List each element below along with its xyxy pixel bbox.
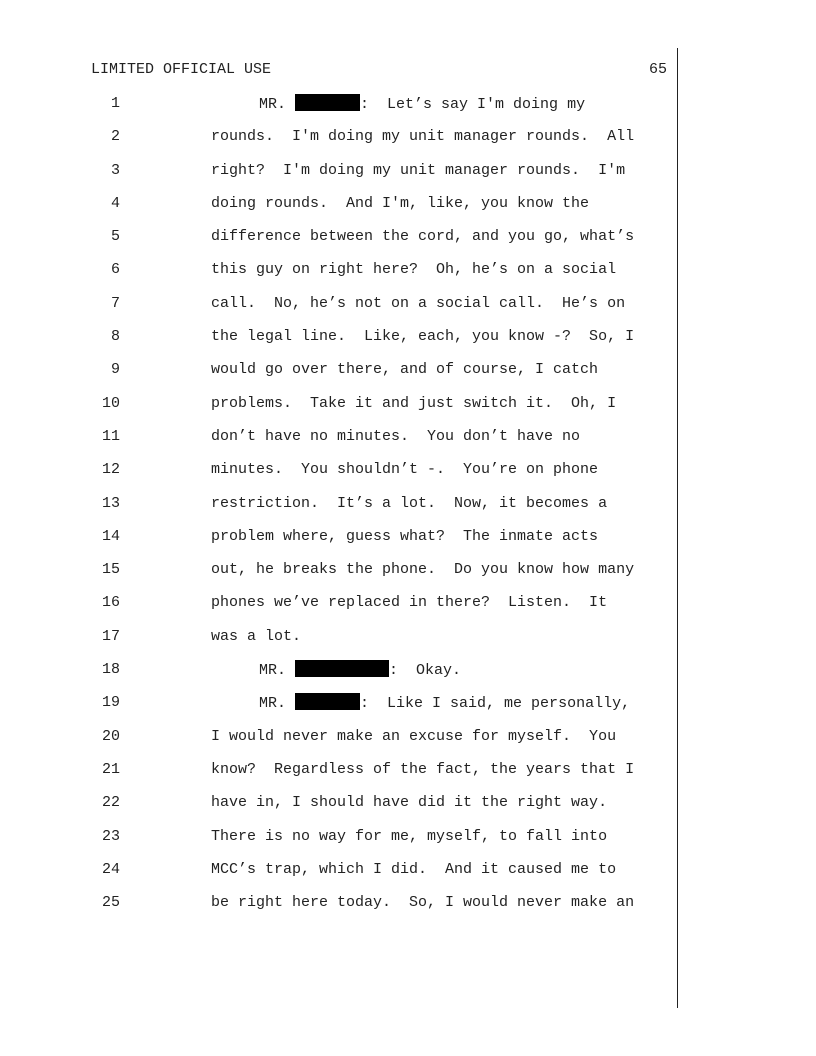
line-body: There is no way for me, myself, to fall into xyxy=(211,827,608,845)
line-text xyxy=(211,260,616,280)
line-body: : Okay. xyxy=(389,662,462,680)
transcript-lines xyxy=(0,94,816,926)
line-body: difference between the cord, and you go, what’s xyxy=(211,228,635,246)
line-number: 17 xyxy=(101,627,120,645)
line-text xyxy=(211,893,634,913)
transcript-line xyxy=(0,394,816,427)
transcript-line xyxy=(0,227,816,260)
line-body: was a lot. xyxy=(211,627,302,645)
transcript-line xyxy=(0,627,816,660)
line-body: out, he breaks the phone. Do you know how many xyxy=(211,561,635,579)
line-number: 1 xyxy=(110,95,120,112)
transcript-line xyxy=(0,294,816,327)
line-number: 24 xyxy=(101,860,120,878)
line-number: 18 xyxy=(101,661,120,679)
transcript-line xyxy=(0,593,816,626)
transcript-line xyxy=(0,793,816,826)
transcript-line xyxy=(0,727,816,760)
line-number: 11 xyxy=(101,427,120,445)
line-body: doing rounds. And I'm, like, you know the xyxy=(211,194,590,212)
line-number: 16 xyxy=(101,594,120,612)
line-text xyxy=(211,593,607,613)
line-body: problems. Take it and just switch it. Oh, I xyxy=(211,394,617,412)
line-text xyxy=(211,127,634,147)
line-body: : Let’s say I'm doing my xyxy=(360,96,586,113)
speaker-label: MR. xyxy=(259,695,287,713)
line-text xyxy=(259,693,630,714)
line-text xyxy=(211,494,607,514)
line-text xyxy=(211,194,589,214)
line-number: 4 xyxy=(110,194,120,212)
redaction-block xyxy=(295,94,360,111)
redaction-block xyxy=(295,693,360,710)
transcript-line xyxy=(0,893,816,926)
transcript-line xyxy=(0,693,816,726)
line-number: 20 xyxy=(101,727,120,745)
line-body: would go over there, and of course, I catch xyxy=(211,361,599,379)
line-number: 12 xyxy=(101,461,120,479)
line-text xyxy=(211,827,607,847)
transcript-line xyxy=(0,660,816,693)
line-text xyxy=(211,560,634,580)
line-body: : Like I said, me personally, xyxy=(360,695,631,713)
line-body: MCC’s trap, which I did. And it caused me to xyxy=(211,860,617,878)
line-text xyxy=(211,394,616,414)
line-text xyxy=(211,427,580,447)
line-number: 25 xyxy=(101,894,120,912)
transcript-line xyxy=(0,260,816,293)
line-body: problem where, guess what? The inmate acts xyxy=(211,527,599,545)
line-text xyxy=(211,294,625,314)
line-number: 14 xyxy=(101,527,120,545)
line-number: 13 xyxy=(101,494,120,512)
line-text xyxy=(211,793,607,813)
line-body: this guy on right here? Oh, he’s on a social xyxy=(211,261,617,279)
line-body: phones we’ve replaced in there? Listen. It xyxy=(211,594,608,612)
line-text xyxy=(211,527,598,547)
line-number: 21 xyxy=(101,760,120,778)
line-body: the legal line. Like, each, you know -? So, I xyxy=(211,328,635,346)
line-number: 5 xyxy=(110,228,120,246)
line-body: rounds. I'm doing my unit manager rounds. All xyxy=(211,128,635,146)
line-body: be right here today. So, I would never make an xyxy=(211,894,635,912)
line-body: I would never make an excuse for myself. You xyxy=(211,727,617,745)
line-number: 8 xyxy=(110,328,120,346)
line-text xyxy=(211,727,616,747)
classification-header: LIMITED OFFICIAL USE xyxy=(91,61,272,78)
line-body: know? Regardless of the fact, the years that I xyxy=(211,760,635,778)
line-number: 3 xyxy=(110,161,120,179)
line-text xyxy=(211,161,625,181)
line-body: don’t have no minutes. You don’t have no xyxy=(211,427,581,445)
line-text xyxy=(211,760,634,780)
line-number: 22 xyxy=(101,794,120,812)
transcript-line xyxy=(0,427,816,460)
line-text xyxy=(259,660,461,681)
line-body: have in, I should have did it the right way. xyxy=(211,794,608,812)
transcript-line xyxy=(0,494,816,527)
transcript-line xyxy=(0,194,816,227)
transcript-line xyxy=(0,827,816,860)
transcript-line xyxy=(0,460,816,493)
page-number: 65 xyxy=(648,61,667,78)
line-text xyxy=(259,94,585,115)
transcript-line xyxy=(0,760,816,793)
transcript-line xyxy=(0,161,816,194)
line-number: 2 xyxy=(110,128,120,146)
line-number: 23 xyxy=(101,827,120,845)
line-body: minutes. You shouldn’t -. You’re on phone xyxy=(211,461,599,479)
line-body: restriction. It’s a lot. Now, it becomes a xyxy=(211,494,608,512)
line-number: 7 xyxy=(110,294,120,312)
transcript-line xyxy=(0,360,816,393)
redaction-block xyxy=(295,660,389,677)
line-text xyxy=(211,860,616,880)
speaker-label: MR. xyxy=(259,662,287,680)
transcript-line xyxy=(0,527,816,560)
line-number: 19 xyxy=(101,694,120,712)
line-text xyxy=(211,627,301,647)
transcript-line xyxy=(0,560,816,593)
transcript-line xyxy=(0,860,816,893)
line-text xyxy=(211,360,598,380)
line-text xyxy=(211,327,634,347)
transcript-line xyxy=(0,127,816,160)
line-number: 10 xyxy=(101,394,120,412)
line-body: right? I'm doing my unit manager rounds. I'm xyxy=(211,161,626,179)
line-number: 9 xyxy=(110,361,120,379)
transcript-line xyxy=(0,327,816,360)
speaker-label: MR. xyxy=(259,96,287,113)
line-number: 15 xyxy=(101,561,120,579)
line-text xyxy=(211,460,598,480)
line-number: 6 xyxy=(110,261,120,279)
line-body: call. No, he’s not on a social call. He’s on xyxy=(211,294,626,312)
line-text xyxy=(211,227,634,247)
transcript-line xyxy=(0,94,816,127)
